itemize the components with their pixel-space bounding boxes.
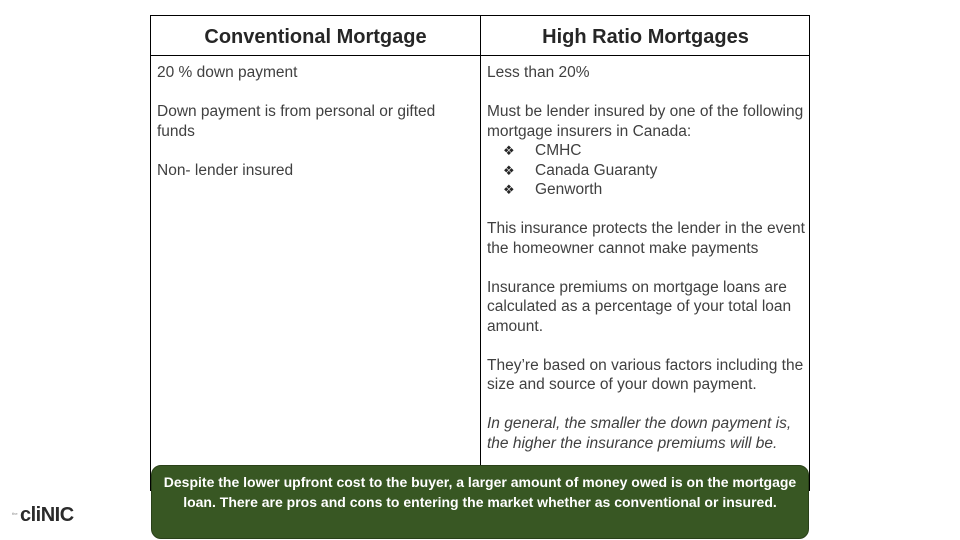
logo-text: cliNIC	[20, 504, 74, 526]
conventional-insurance: Non- lender insured	[157, 161, 294, 179]
summary-callout: Despite the lower upfront cost to the buyer, a larger amount of money owed is on the mortgage loan. There are pros and cons to entering the market whether as conventional or insured.	[151, 465, 809, 539]
list-item: ❖ Genworth	[503, 181, 603, 198]
diamond-bullet-icon: ❖	[503, 162, 515, 178]
header-conventional: Conventional Mortgage	[204, 26, 427, 48]
diamond-bullet-icon: ❖	[503, 182, 515, 197]
column-divider	[480, 16, 481, 490]
high-ratio-down-payment: Less than 20%	[487, 64, 590, 81]
conventional-cell	[157, 63, 467, 200]
header-high-ratio: High Ratio Mortgages	[542, 26, 749, 48]
insurance-protection-note: This insurance protects the lender in the event the homeowner cannot make payments	[487, 220, 805, 257]
high-ratio-cell	[487, 63, 807, 473]
clinic-logo	[12, 504, 82, 532]
premium-factors-note: They’re based on various factors including the size and source of your down payment.	[487, 356, 804, 393]
diamond-bullet-icon: ❖	[503, 143, 515, 158]
list-item: ❖ Canada Guaranty	[503, 161, 658, 179]
header-divider	[151, 55, 809, 56]
conventional-down-payment: 20 % down payment	[157, 64, 298, 81]
conventional-funds-source: Down payment is from personal or gifted funds	[157, 103, 436, 140]
premium-calculation-note: Insurance premiums on mortgage loans are calculated as a percentage of your total loan amount.	[487, 278, 792, 335]
logo-prefix: the	[12, 511, 18, 516]
insurer-list	[487, 141, 807, 200]
list-item: ❖ CMHC	[503, 142, 582, 159]
high-ratio-insured-requirement: Must be lender insured by one of the following mortgage insurers in Canada:	[487, 103, 804, 140]
comparison-table	[150, 15, 810, 491]
premium-general-note: In general, the smaller the down payment is, the higher the insurance premiums will be.	[487, 415, 792, 452]
